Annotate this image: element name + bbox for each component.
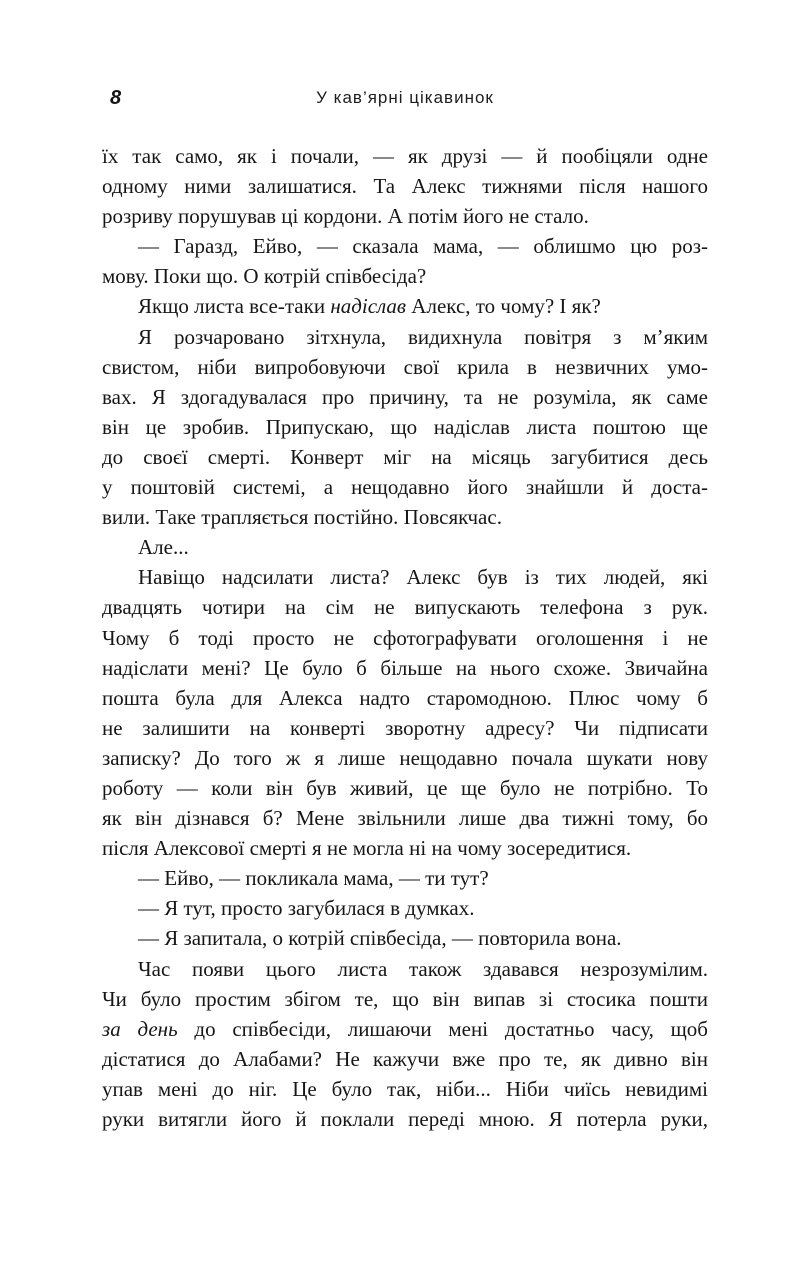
text-segment: як він дізнався б? Мене звільнили лише два тижні тому, бо <box>102 806 708 831</box>
text-segment: до своєї смерті. Конверт міг на місяць загубитися десь <box>102 444 708 469</box>
italic-text: надіслав <box>330 294 407 319</box>
text-segment: роботу — коли він був живий, це ще було не потрібно. То <box>102 775 708 800</box>
text-line <box>102 562 708 592</box>
text-segment: руки витягли його й поклали переді мною. Я потерла руки, <box>102 1107 708 1131</box>
text-line <box>102 923 708 953</box>
text-line <box>102 1074 708 1104</box>
text-segment: не залишити на конверті зворотну адресу? Чи підписати <box>102 715 708 740</box>
text-line <box>102 472 708 502</box>
text-segment: Час появи цього листа також здавався незрозумілим. <box>138 956 708 981</box>
text-segment: одному ними залишатися. Та Алекс тижнями після нашого <box>102 174 708 199</box>
text-line <box>102 1104 708 1134</box>
text-line <box>102 322 708 352</box>
text-segment: Я розчаровано зітхнула, видихнула повітря з м’яким <box>138 324 708 349</box>
text-line <box>102 141 708 171</box>
text-line <box>102 532 708 562</box>
text-segment: мову. Поки що. О котрій співбесіда? <box>102 264 427 289</box>
text-segment: Чому б тоді просто не сфотографувати оголошення і не <box>102 625 708 650</box>
text-segment: він це зробив. Припускаю, що надіслав листа поштою ще <box>102 414 708 439</box>
text-segment: двадцять чотири на сім не випускають телефона з рук. <box>102 595 708 620</box>
text-line <box>102 833 708 863</box>
text-segment: Чи було простим збігом те, що він випав зі стосика пошти <box>102 986 708 1011</box>
text-block <box>102 141 708 1134</box>
italic-text: за день <box>102 1016 178 1041</box>
text-segment: дістатися до Алабами? Не кажучи вже про те, як дивно він <box>102 1046 708 1071</box>
text-line <box>102 352 708 382</box>
text-line <box>102 743 708 773</box>
text-line <box>102 231 708 261</box>
running-header: У кав’ярні цікавинок <box>316 88 494 107</box>
text-segment: Алекс, то чому? І як? <box>406 294 601 319</box>
text-segment: розриву порушував ці кордони. А потім його не стало. <box>102 204 589 229</box>
text-segment: записку? До того ж я лише нещодавно почала шукати нову <box>102 745 708 770</box>
text-line <box>102 382 708 412</box>
text-segment: у поштовій системі, а нещодавно його знайшли й доста- <box>102 475 708 500</box>
text-line <box>102 803 708 833</box>
text-line <box>102 984 708 1014</box>
text-line <box>102 863 708 893</box>
text-line <box>102 291 708 321</box>
page-number: 8 <box>110 87 122 109</box>
text-segment: Якщо листа все-таки <box>138 294 331 319</box>
text-line <box>102 442 708 472</box>
text-segment: — Ейво, — покликала мама, — ти тут? <box>138 866 489 891</box>
text-line <box>102 261 708 291</box>
text-line <box>102 412 708 442</box>
text-line <box>102 713 708 743</box>
text-segment: свистом, ніби випробовуючи свої крила в незвичних умо- <box>102 354 708 379</box>
text-segment: вах. Я здогадувалася про причину, та не розуміла, як саме <box>102 384 708 409</box>
text-line <box>102 773 708 803</box>
text-line <box>102 201 708 231</box>
text-line <box>102 623 708 653</box>
text-segment: — Я запитала, о котрій співбесіда, — повторила вона. <box>138 926 622 951</box>
text-segment: їх так само, як і почали, — як друзі — й пообіцяли одне <box>102 144 708 168</box>
text-line <box>102 592 708 622</box>
text-line <box>102 1044 708 1074</box>
text-segment: пошта була для Алекса надто старомодною. Плюс чому б <box>102 685 708 710</box>
text-line <box>102 653 708 683</box>
text-segment: упав мені до ніг. Це було так, ніби... Ніби чиїсь невидимі <box>102 1076 708 1101</box>
text-segment: — Я тут, просто загубилася в думках. <box>138 896 475 921</box>
text-line <box>102 171 708 201</box>
text-segment: до співбесіди, лишаючи мені достатньо часу, щоб <box>177 1016 708 1041</box>
text-segment: після Алексової смерті я не могла ні на чому зосередитися. <box>102 836 632 861</box>
text-segment: Навіщо надсилати листа? Алекс був із тих людей, які <box>138 565 708 590</box>
text-segment: — Гаразд, Ейво, — сказала мама, — облишмо цю роз- <box>138 234 708 259</box>
page-header <box>102 86 708 112</box>
text-segment: вили. Таке трапляється постійно. Повсякчас. <box>102 505 502 530</box>
text-segment: надіслати мені? Це було б більше на нього схоже. Звичайна <box>102 655 708 680</box>
text-line <box>102 893 708 923</box>
text-line <box>102 683 708 713</box>
text-line <box>102 954 708 984</box>
text-line <box>102 1014 708 1044</box>
text-segment: Але... <box>138 535 189 560</box>
text-line <box>102 502 708 532</box>
